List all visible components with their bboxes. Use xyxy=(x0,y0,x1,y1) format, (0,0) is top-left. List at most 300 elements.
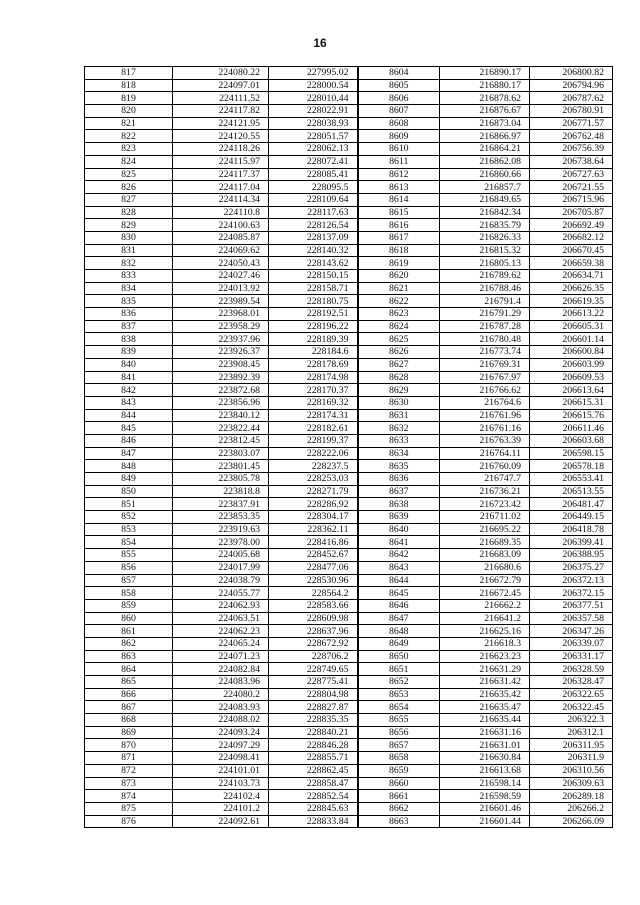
table-row xyxy=(85,206,613,219)
y-coordinate-left-cell: 228126.54 xyxy=(269,219,358,232)
point-number-right-cell: 8643 xyxy=(358,561,440,574)
point-number-right-cell: 8620 xyxy=(358,270,440,283)
x-coordinate-left-cell: 224083.96 xyxy=(173,676,269,689)
x-coordinate-left-cell: 224117.04 xyxy=(173,181,269,194)
y-coordinate-right-cell: 206626.35 xyxy=(530,282,613,295)
x-coordinate-left-cell: 224101.01 xyxy=(173,764,269,777)
point-number-right-cell: 8617 xyxy=(358,231,440,244)
point-number-left-cell: 834 xyxy=(85,282,173,295)
y-coordinate-right-cell: 206670.45 xyxy=(530,244,613,257)
point-number-right-cell: 8607 xyxy=(358,105,440,118)
point-number-right-cell: 8613 xyxy=(358,181,440,194)
y-coordinate-left-cell: 228038.93 xyxy=(269,117,358,130)
table-row xyxy=(85,473,613,486)
x-coordinate-left-cell: 224110.8 xyxy=(173,206,269,219)
y-coordinate-left-cell: 228182.61 xyxy=(269,422,358,435)
point-number-right-cell: 8612 xyxy=(358,168,440,181)
y-coordinate-left-cell: 228022.91 xyxy=(269,105,358,118)
point-number-right-cell: 8652 xyxy=(358,676,440,689)
y-coordinate-left-cell: 228137.09 xyxy=(269,231,358,244)
point-number-left-cell: 863 xyxy=(85,650,173,663)
x-coordinate-left-cell: 224017.99 xyxy=(173,561,269,574)
y-coordinate-right-cell: 206762.48 xyxy=(530,130,613,143)
x-coordinate-left-cell: 223989.54 xyxy=(173,295,269,308)
x-coordinate-right-cell: 216862.08 xyxy=(440,155,530,168)
point-number-right-cell: 8627 xyxy=(358,358,440,371)
x-coordinate-left-cell: 224088.02 xyxy=(173,714,269,727)
y-coordinate-left-cell: 228749.65 xyxy=(269,663,358,676)
x-coordinate-left-cell: 224111.52 xyxy=(173,92,269,105)
x-coordinate-right-cell: 216680.6 xyxy=(440,561,530,574)
point-number-left-cell: 844 xyxy=(85,409,173,422)
point-number-right-cell: 8614 xyxy=(358,193,440,206)
x-coordinate-left-cell: 223837.91 xyxy=(173,498,269,511)
point-number-left-cell: 852 xyxy=(85,511,173,524)
x-coordinate-left-cell: 223856.96 xyxy=(173,396,269,409)
x-coordinate-left-cell: 224055.77 xyxy=(173,587,269,600)
table-row xyxy=(85,282,613,295)
x-coordinate-left-cell: 223818.8 xyxy=(173,485,269,498)
point-number-right-cell: 8658 xyxy=(358,752,440,765)
x-coordinate-left-cell: 224062.23 xyxy=(173,625,269,638)
point-number-right-cell: 8657 xyxy=(358,739,440,752)
y-coordinate-left-cell: 228452.67 xyxy=(269,549,358,562)
point-number-right-cell: 8640 xyxy=(358,523,440,536)
y-coordinate-right-cell: 206312.1 xyxy=(530,726,613,739)
point-number-left-cell: 856 xyxy=(85,561,173,574)
x-coordinate-left-cell: 224082.84 xyxy=(173,663,269,676)
y-coordinate-left-cell: 228180.75 xyxy=(269,295,358,308)
y-coordinate-right-cell: 206578.18 xyxy=(530,460,613,473)
x-coordinate-right-cell: 216860.66 xyxy=(440,168,530,181)
point-number-right-cell: 8630 xyxy=(358,396,440,409)
y-coordinate-left-cell: 228286.92 xyxy=(269,498,358,511)
point-number-right-cell: 8649 xyxy=(358,637,440,650)
table-row xyxy=(85,193,613,206)
x-coordinate-right-cell: 216780.48 xyxy=(440,333,530,346)
table-row xyxy=(85,155,613,168)
y-coordinate-left-cell: 228564.2 xyxy=(269,587,358,600)
y-coordinate-right-cell: 206738.64 xyxy=(530,155,613,168)
table-row xyxy=(85,587,613,600)
point-number-right-cell: 8608 xyxy=(358,117,440,130)
x-coordinate-left-cell: 224085.87 xyxy=(173,231,269,244)
point-number-left-cell: 845 xyxy=(85,422,173,435)
y-coordinate-left-cell: 228852.54 xyxy=(269,790,358,803)
x-coordinate-right-cell: 216761.96 xyxy=(440,409,530,422)
table-row xyxy=(85,511,613,524)
x-coordinate-right-cell: 216631.42 xyxy=(440,676,530,689)
x-coordinate-left-cell: 224063.51 xyxy=(173,612,269,625)
coordinates-table xyxy=(84,66,613,828)
point-number-right-cell: 8639 xyxy=(358,511,440,524)
y-coordinate-left-cell: 228827.87 xyxy=(269,701,358,714)
point-number-right-cell: 8642 xyxy=(358,549,440,562)
point-number-left-cell: 846 xyxy=(85,434,173,447)
y-coordinate-left-cell: 228362.11 xyxy=(269,523,358,536)
table-row xyxy=(85,485,613,498)
point-number-right-cell: 8626 xyxy=(358,346,440,359)
x-coordinate-right-cell: 216711.02 xyxy=(440,511,530,524)
x-coordinate-left-cell: 224071.23 xyxy=(173,650,269,663)
table-row xyxy=(85,270,613,283)
table-row xyxy=(85,295,613,308)
x-coordinate-right-cell: 216630.84 xyxy=(440,752,530,765)
point-number-left-cell: 855 xyxy=(85,549,173,562)
point-number-right-cell: 8621 xyxy=(358,282,440,295)
point-number-left-cell: 827 xyxy=(85,193,173,206)
x-coordinate-left-cell: 223840.12 xyxy=(173,409,269,422)
point-number-left-cell: 825 xyxy=(85,168,173,181)
x-coordinate-right-cell: 216662.2 xyxy=(440,599,530,612)
point-number-left-cell: 836 xyxy=(85,308,173,321)
point-number-left-cell: 840 xyxy=(85,358,173,371)
point-number-right-cell: 8655 xyxy=(358,714,440,727)
point-number-right-cell: 8615 xyxy=(358,206,440,219)
x-coordinate-right-cell: 216866.97 xyxy=(440,130,530,143)
table-row xyxy=(85,599,613,612)
x-coordinate-right-cell: 216788.46 xyxy=(440,282,530,295)
x-coordinate-right-cell: 216683.09 xyxy=(440,549,530,562)
x-coordinate-left-cell: 223805.78 xyxy=(173,473,269,486)
point-number-left-cell: 848 xyxy=(85,460,173,473)
x-coordinate-left-cell: 223853.35 xyxy=(173,511,269,524)
x-coordinate-right-cell: 216635.47 xyxy=(440,701,530,714)
point-number-left-cell: 865 xyxy=(85,676,173,689)
table-row xyxy=(85,231,613,244)
x-coordinate-right-cell: 216695.22 xyxy=(440,523,530,536)
x-coordinate-left-cell: 223978.00 xyxy=(173,536,269,549)
point-number-right-cell: 8646 xyxy=(358,599,440,612)
y-coordinate-right-cell: 206771.57 xyxy=(530,117,613,130)
y-coordinate-right-cell: 206715.96 xyxy=(530,193,613,206)
x-coordinate-left-cell: 223919.63 xyxy=(173,523,269,536)
y-coordinate-left-cell: 228192.51 xyxy=(269,308,358,321)
x-coordinate-right-cell: 216878.62 xyxy=(440,92,530,105)
x-coordinate-right-cell: 216747.7 xyxy=(440,473,530,486)
point-number-left-cell: 871 xyxy=(85,752,173,765)
point-number-left-cell: 850 xyxy=(85,485,173,498)
x-coordinate-right-cell: 216890.17 xyxy=(440,67,530,80)
y-coordinate-right-cell: 206322.65 xyxy=(530,688,613,701)
point-number-left-cell: 841 xyxy=(85,371,173,384)
x-coordinate-right-cell: 216873.04 xyxy=(440,117,530,130)
point-number-right-cell: 8604 xyxy=(358,67,440,80)
page-number: 16 xyxy=(313,36,327,50)
x-coordinate-right-cell: 216641.2 xyxy=(440,612,530,625)
y-coordinate-right-cell: 206322.45 xyxy=(530,701,613,714)
y-coordinate-left-cell: 228196.22 xyxy=(269,320,358,333)
point-number-right-cell: 8629 xyxy=(358,384,440,397)
point-number-right-cell: 8611 xyxy=(358,155,440,168)
x-coordinate-right-cell: 216631.29 xyxy=(440,663,530,676)
x-coordinate-left-cell: 224069.62 xyxy=(173,244,269,257)
table-row xyxy=(85,549,613,562)
y-coordinate-right-cell: 206357.58 xyxy=(530,612,613,625)
table-row xyxy=(85,168,613,181)
y-coordinate-right-cell: 206634.71 xyxy=(530,270,613,283)
y-coordinate-right-cell: 206375.27 xyxy=(530,561,613,574)
x-coordinate-right-cell: 216857.7 xyxy=(440,181,530,194)
x-coordinate-right-cell: 216613.68 xyxy=(440,764,530,777)
point-number-right-cell: 8618 xyxy=(358,244,440,257)
point-number-right-cell: 8606 xyxy=(358,92,440,105)
y-coordinate-right-cell: 206600.84 xyxy=(530,346,613,359)
point-number-right-cell: 8631 xyxy=(358,409,440,422)
point-number-left-cell: 818 xyxy=(85,79,173,92)
x-coordinate-right-cell: 216672.45 xyxy=(440,587,530,600)
point-number-right-cell: 8605 xyxy=(358,79,440,92)
table-row xyxy=(85,219,613,232)
y-coordinate-left-cell: 228199.37 xyxy=(269,434,358,447)
table-row xyxy=(85,714,613,727)
y-coordinate-left-cell: 228775.41 xyxy=(269,676,358,689)
table-row xyxy=(85,105,613,118)
x-coordinate-right-cell: 216601.44 xyxy=(440,815,530,828)
y-coordinate-left-cell: 228804.98 xyxy=(269,688,358,701)
y-coordinate-right-cell: 206721.55 xyxy=(530,181,613,194)
y-coordinate-right-cell: 206613.64 xyxy=(530,384,613,397)
table-row xyxy=(85,676,613,689)
point-number-left-cell: 832 xyxy=(85,257,173,270)
y-coordinate-right-cell: 206377.51 xyxy=(530,599,613,612)
y-coordinate-left-cell: 228174.98 xyxy=(269,371,358,384)
point-number-left-cell: 860 xyxy=(85,612,173,625)
y-coordinate-left-cell: 228609.98 xyxy=(269,612,358,625)
point-number-right-cell: 8619 xyxy=(358,257,440,270)
x-coordinate-left-cell: 223968.01 xyxy=(173,308,269,321)
y-coordinate-right-cell: 206692.49 xyxy=(530,219,613,232)
x-coordinate-left-cell: 224080.2 xyxy=(173,688,269,701)
y-coordinate-right-cell: 206553.41 xyxy=(530,473,613,486)
point-number-left-cell: 819 xyxy=(85,92,173,105)
y-coordinate-left-cell: 228010.44 xyxy=(269,92,358,105)
y-coordinate-right-cell: 206601.14 xyxy=(530,333,613,346)
y-coordinate-left-cell: 228062.13 xyxy=(269,143,358,156)
table-row xyxy=(85,333,613,346)
point-number-left-cell: 839 xyxy=(85,346,173,359)
y-coordinate-left-cell: 228672.92 xyxy=(269,637,358,650)
point-number-left-cell: 828 xyxy=(85,206,173,219)
y-coordinate-left-cell: 228117.63 xyxy=(269,206,358,219)
x-coordinate-right-cell: 216842.34 xyxy=(440,206,530,219)
y-coordinate-left-cell: 228109.64 xyxy=(269,193,358,206)
x-coordinate-right-cell: 216723.42 xyxy=(440,498,530,511)
point-number-right-cell: 8635 xyxy=(358,460,440,473)
y-coordinate-right-cell: 206322.3 xyxy=(530,714,613,727)
table-row xyxy=(85,726,613,739)
table-row xyxy=(85,574,613,587)
y-coordinate-right-cell: 206266.09 xyxy=(530,815,613,828)
point-number-right-cell: 8647 xyxy=(358,612,440,625)
y-coordinate-left-cell: 228222.06 xyxy=(269,447,358,460)
y-coordinate-right-cell: 206310.56 xyxy=(530,764,613,777)
y-coordinate-left-cell: 228253.03 xyxy=(269,473,358,486)
y-coordinate-right-cell: 206727.63 xyxy=(530,168,613,181)
table-row xyxy=(85,561,613,574)
x-coordinate-left-cell: 224093.24 xyxy=(173,726,269,739)
table-row xyxy=(85,371,613,384)
y-coordinate-left-cell: 228637.96 xyxy=(269,625,358,638)
table-row xyxy=(85,764,613,777)
point-number-left-cell: 870 xyxy=(85,739,173,752)
x-coordinate-right-cell: 216625.16 xyxy=(440,625,530,638)
table-row xyxy=(85,663,613,676)
table-row xyxy=(85,409,613,422)
point-number-right-cell: 8633 xyxy=(358,434,440,447)
x-coordinate-left-cell: 224121.95 xyxy=(173,117,269,130)
point-number-right-cell: 8625 xyxy=(358,333,440,346)
point-number-left-cell: 873 xyxy=(85,777,173,790)
point-number-right-cell: 8654 xyxy=(358,701,440,714)
point-number-left-cell: 858 xyxy=(85,587,173,600)
point-number-right-cell: 8616 xyxy=(358,219,440,232)
point-number-left-cell: 843 xyxy=(85,396,173,409)
y-coordinate-right-cell: 206331.17 xyxy=(530,650,613,663)
x-coordinate-right-cell: 216864.21 xyxy=(440,143,530,156)
y-coordinate-left-cell: 228000.54 xyxy=(269,79,358,92)
table-row xyxy=(85,79,613,92)
y-coordinate-right-cell: 206266.2 xyxy=(530,802,613,815)
y-coordinate-left-cell: 228174.31 xyxy=(269,409,358,422)
table-row xyxy=(85,130,613,143)
table-row xyxy=(85,650,613,663)
y-coordinate-left-cell: 228858.47 xyxy=(269,777,358,790)
y-coordinate-right-cell: 206609.53 xyxy=(530,371,613,384)
x-coordinate-left-cell: 224117.82 xyxy=(173,105,269,118)
x-coordinate-right-cell: 216767.97 xyxy=(440,371,530,384)
y-coordinate-right-cell: 206659.38 xyxy=(530,257,613,270)
x-coordinate-right-cell: 216601.46 xyxy=(440,802,530,815)
x-coordinate-left-cell: 223812.45 xyxy=(173,434,269,447)
point-number-right-cell: 8638 xyxy=(358,498,440,511)
table-row xyxy=(85,257,613,270)
table-row xyxy=(85,739,613,752)
point-number-left-cell: 847 xyxy=(85,447,173,460)
y-coordinate-right-cell: 206372.13 xyxy=(530,574,613,587)
table-row xyxy=(85,92,613,105)
table-row xyxy=(85,244,613,257)
x-coordinate-right-cell: 216764.6 xyxy=(440,396,530,409)
y-coordinate-right-cell: 206603.99 xyxy=(530,358,613,371)
y-coordinate-right-cell: 206605.31 xyxy=(530,320,613,333)
x-coordinate-left-cell: 224005.68 xyxy=(173,549,269,562)
x-coordinate-left-cell: 224101.2 xyxy=(173,802,269,815)
point-number-left-cell: 869 xyxy=(85,726,173,739)
point-number-left-cell: 851 xyxy=(85,498,173,511)
point-number-right-cell: 8661 xyxy=(358,790,440,803)
x-coordinate-right-cell: 216815.32 xyxy=(440,244,530,257)
table-row xyxy=(85,523,613,536)
coordinates-table-body xyxy=(85,67,613,828)
x-coordinate-left-cell: 224038.79 xyxy=(173,574,269,587)
point-number-right-cell: 8653 xyxy=(358,688,440,701)
point-number-left-cell: 837 xyxy=(85,320,173,333)
table-row xyxy=(85,447,613,460)
point-number-left-cell: 866 xyxy=(85,688,173,701)
x-coordinate-left-cell: 224117.37 xyxy=(173,168,269,181)
table-row xyxy=(85,637,613,650)
point-number-right-cell: 8659 xyxy=(358,764,440,777)
table-row xyxy=(85,536,613,549)
y-coordinate-right-cell: 206794.96 xyxy=(530,79,613,92)
point-number-left-cell: 874 xyxy=(85,790,173,803)
y-coordinate-right-cell: 206311.95 xyxy=(530,739,613,752)
point-number-right-cell: 8623 xyxy=(358,308,440,321)
x-coordinate-right-cell: 216736.21 xyxy=(440,485,530,498)
x-coordinate-left-cell: 223958.29 xyxy=(173,320,269,333)
point-number-right-cell: 8624 xyxy=(358,320,440,333)
table-row xyxy=(85,143,613,156)
y-coordinate-left-cell: 228840.21 xyxy=(269,726,358,739)
point-number-left-cell: 820 xyxy=(85,105,173,118)
point-number-right-cell: 8645 xyxy=(358,587,440,600)
x-coordinate-left-cell: 223803.07 xyxy=(173,447,269,460)
point-number-left-cell: 876 xyxy=(85,815,173,828)
y-coordinate-left-cell: 228416.86 xyxy=(269,536,358,549)
y-coordinate-left-cell: 228085.41 xyxy=(269,168,358,181)
y-coordinate-right-cell: 206328.47 xyxy=(530,676,613,689)
x-coordinate-right-cell: 216773.74 xyxy=(440,346,530,359)
point-number-left-cell: 842 xyxy=(85,384,173,397)
y-coordinate-left-cell: 228140.32 xyxy=(269,244,358,257)
y-coordinate-left-cell: 228189.39 xyxy=(269,333,358,346)
point-number-right-cell: 8641 xyxy=(358,536,440,549)
point-number-left-cell: 830 xyxy=(85,231,173,244)
point-number-right-cell: 8609 xyxy=(358,130,440,143)
x-coordinate-left-cell: 224115.97 xyxy=(173,155,269,168)
y-coordinate-left-cell: 228170.37 xyxy=(269,384,358,397)
point-number-left-cell: 838 xyxy=(85,333,173,346)
x-coordinate-left-cell: 223908.45 xyxy=(173,358,269,371)
y-coordinate-right-cell: 206705.87 xyxy=(530,206,613,219)
point-number-left-cell: 823 xyxy=(85,143,173,156)
x-coordinate-left-cell: 223926.37 xyxy=(173,346,269,359)
point-number-right-cell: 8637 xyxy=(358,485,440,498)
x-coordinate-right-cell: 216769.31 xyxy=(440,358,530,371)
table-row xyxy=(85,117,613,130)
x-coordinate-left-cell: 224027.46 xyxy=(173,270,269,283)
y-coordinate-right-cell: 206613.22 xyxy=(530,308,613,321)
x-coordinate-right-cell: 216761.16 xyxy=(440,422,530,435)
x-coordinate-right-cell: 216635.42 xyxy=(440,688,530,701)
y-coordinate-right-cell: 206399.41 xyxy=(530,536,613,549)
y-coordinate-right-cell: 206615.76 xyxy=(530,409,613,422)
y-coordinate-right-cell: 206619.35 xyxy=(530,295,613,308)
point-number-left-cell: 831 xyxy=(85,244,173,257)
x-coordinate-right-cell: 216598.14 xyxy=(440,777,530,790)
point-number-left-cell: 861 xyxy=(85,625,173,638)
y-coordinate-left-cell: 228184.6 xyxy=(269,346,358,359)
x-coordinate-left-cell: 224120.55 xyxy=(173,130,269,143)
y-coordinate-right-cell: 206481.47 xyxy=(530,498,613,511)
y-coordinate-right-cell: 206682.12 xyxy=(530,231,613,244)
y-coordinate-right-cell: 206756.39 xyxy=(530,143,613,156)
x-coordinate-left-cell: 224100.63 xyxy=(173,219,269,232)
y-coordinate-left-cell: 228304.17 xyxy=(269,511,358,524)
point-number-left-cell: 862 xyxy=(85,637,173,650)
point-number-right-cell: 8634 xyxy=(358,447,440,460)
table-row xyxy=(85,498,613,511)
point-number-left-cell: 817 xyxy=(85,67,173,80)
x-coordinate-left-cell: 224103.73 xyxy=(173,777,269,790)
point-number-left-cell: 859 xyxy=(85,599,173,612)
x-coordinate-left-cell: 224097.01 xyxy=(173,79,269,92)
point-number-right-cell: 8648 xyxy=(358,625,440,638)
point-number-left-cell: 822 xyxy=(85,130,173,143)
x-coordinate-left-cell: 224050.43 xyxy=(173,257,269,270)
y-coordinate-right-cell: 206449.15 xyxy=(530,511,613,524)
